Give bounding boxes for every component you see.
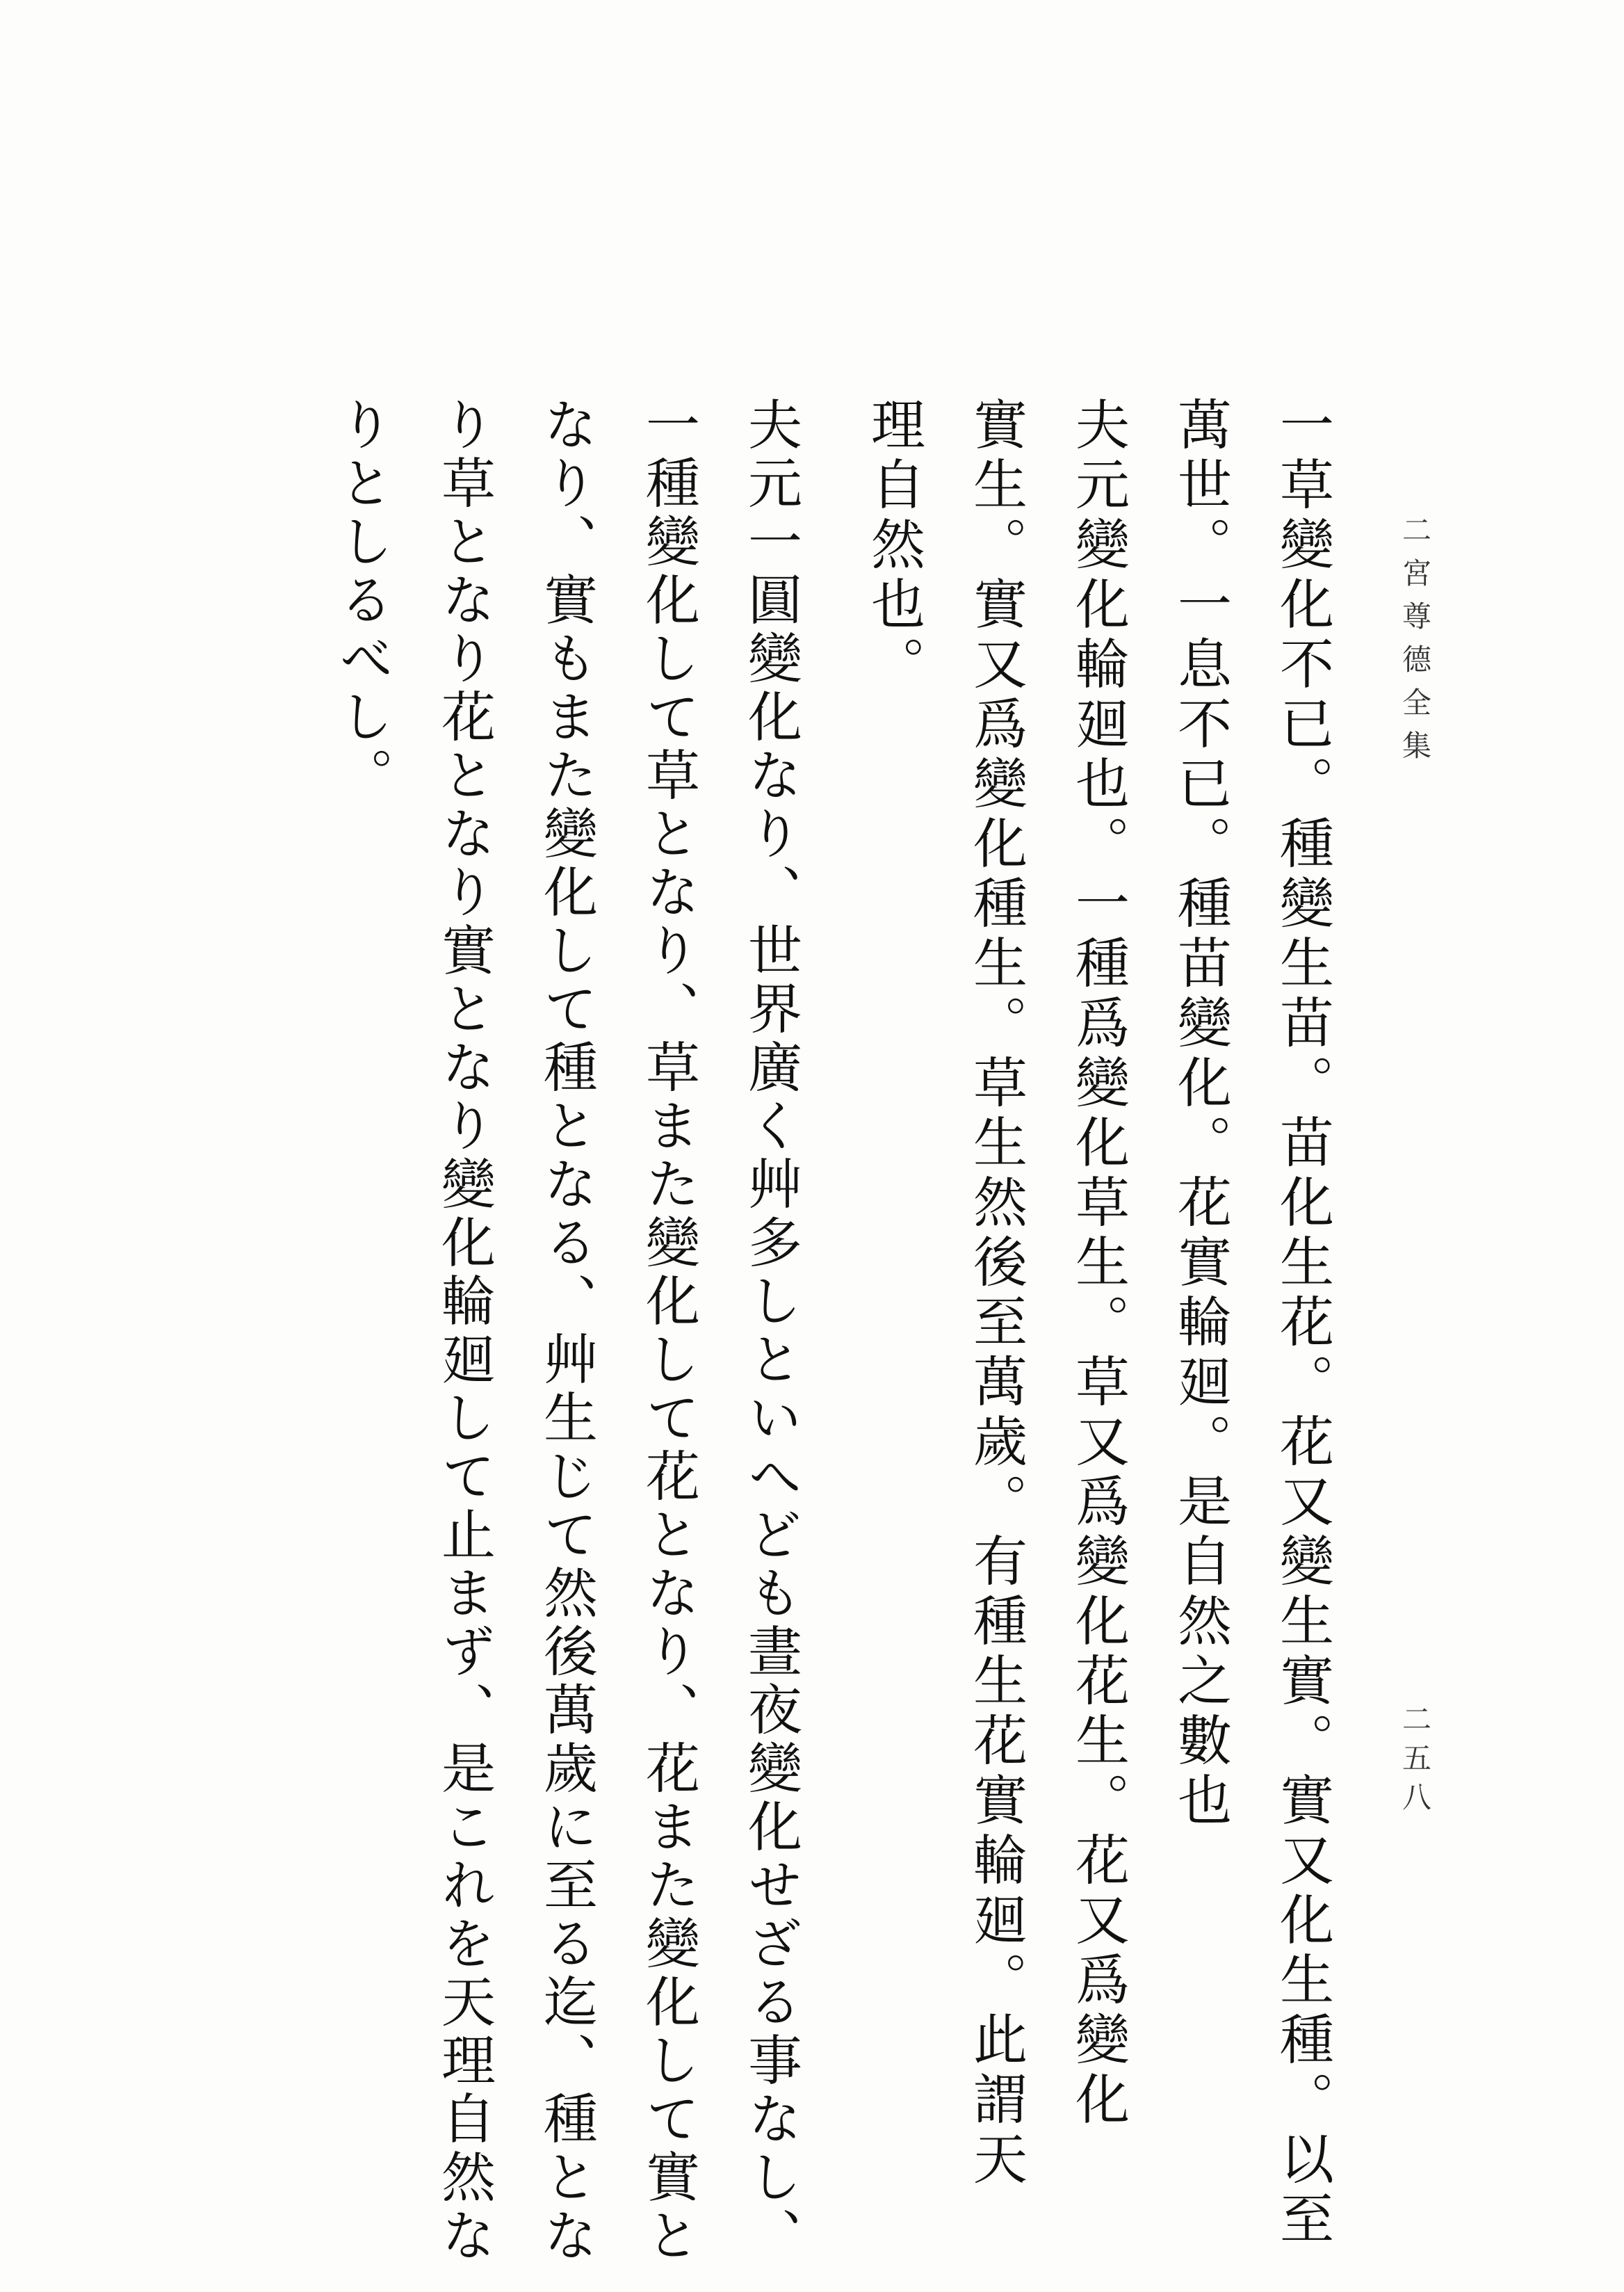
kanbun-line: 夫元變化輪廻也。一種爲變化草生。草又爲變化花生。花又爲變化 [1066, 396, 1129, 2131]
commentary-line: り草となり花となり實となり變化輪廻して止まず、是これを天理自然な [432, 396, 495, 2266]
kanbun-line: 萬世。一息不已。種苗變化。花實輪廻。是自然之數也 [1169, 396, 1231, 1832]
kanbun-line: 一草變化不已。種變生苗。苗化生花。花又變生實。實又化生種。以至 [1271, 396, 1333, 2250]
commentary-line: なり、實もまた變化して種となる、艸生じて然後萬歲に至る迄、種とな [535, 396, 597, 2266]
page-number: 二五八 [1398, 1704, 1432, 1821]
running-title: 二宮尊德全集 [1398, 515, 1432, 773]
commentary-line: りとしるべし。 [330, 396, 393, 805]
kanbun-line: 實生。實又爲變化種生。草生然後至萬歲。有種生花實輪廻。此謂天 [964, 396, 1027, 2190]
main-text-block [310, 396, 1353, 2266]
commentary-line: 一種變化して草となり、草また變化して花となり、花また變化して實と [637, 396, 699, 2266]
commentary-line: 夫元一圓變化なり、世界廣く艸多しといへども晝夜變化せざる事なし、 [739, 396, 802, 2266]
paragraph-gap [821, 396, 842, 2156]
kanbun-line: 理自然也。 [862, 396, 925, 695]
